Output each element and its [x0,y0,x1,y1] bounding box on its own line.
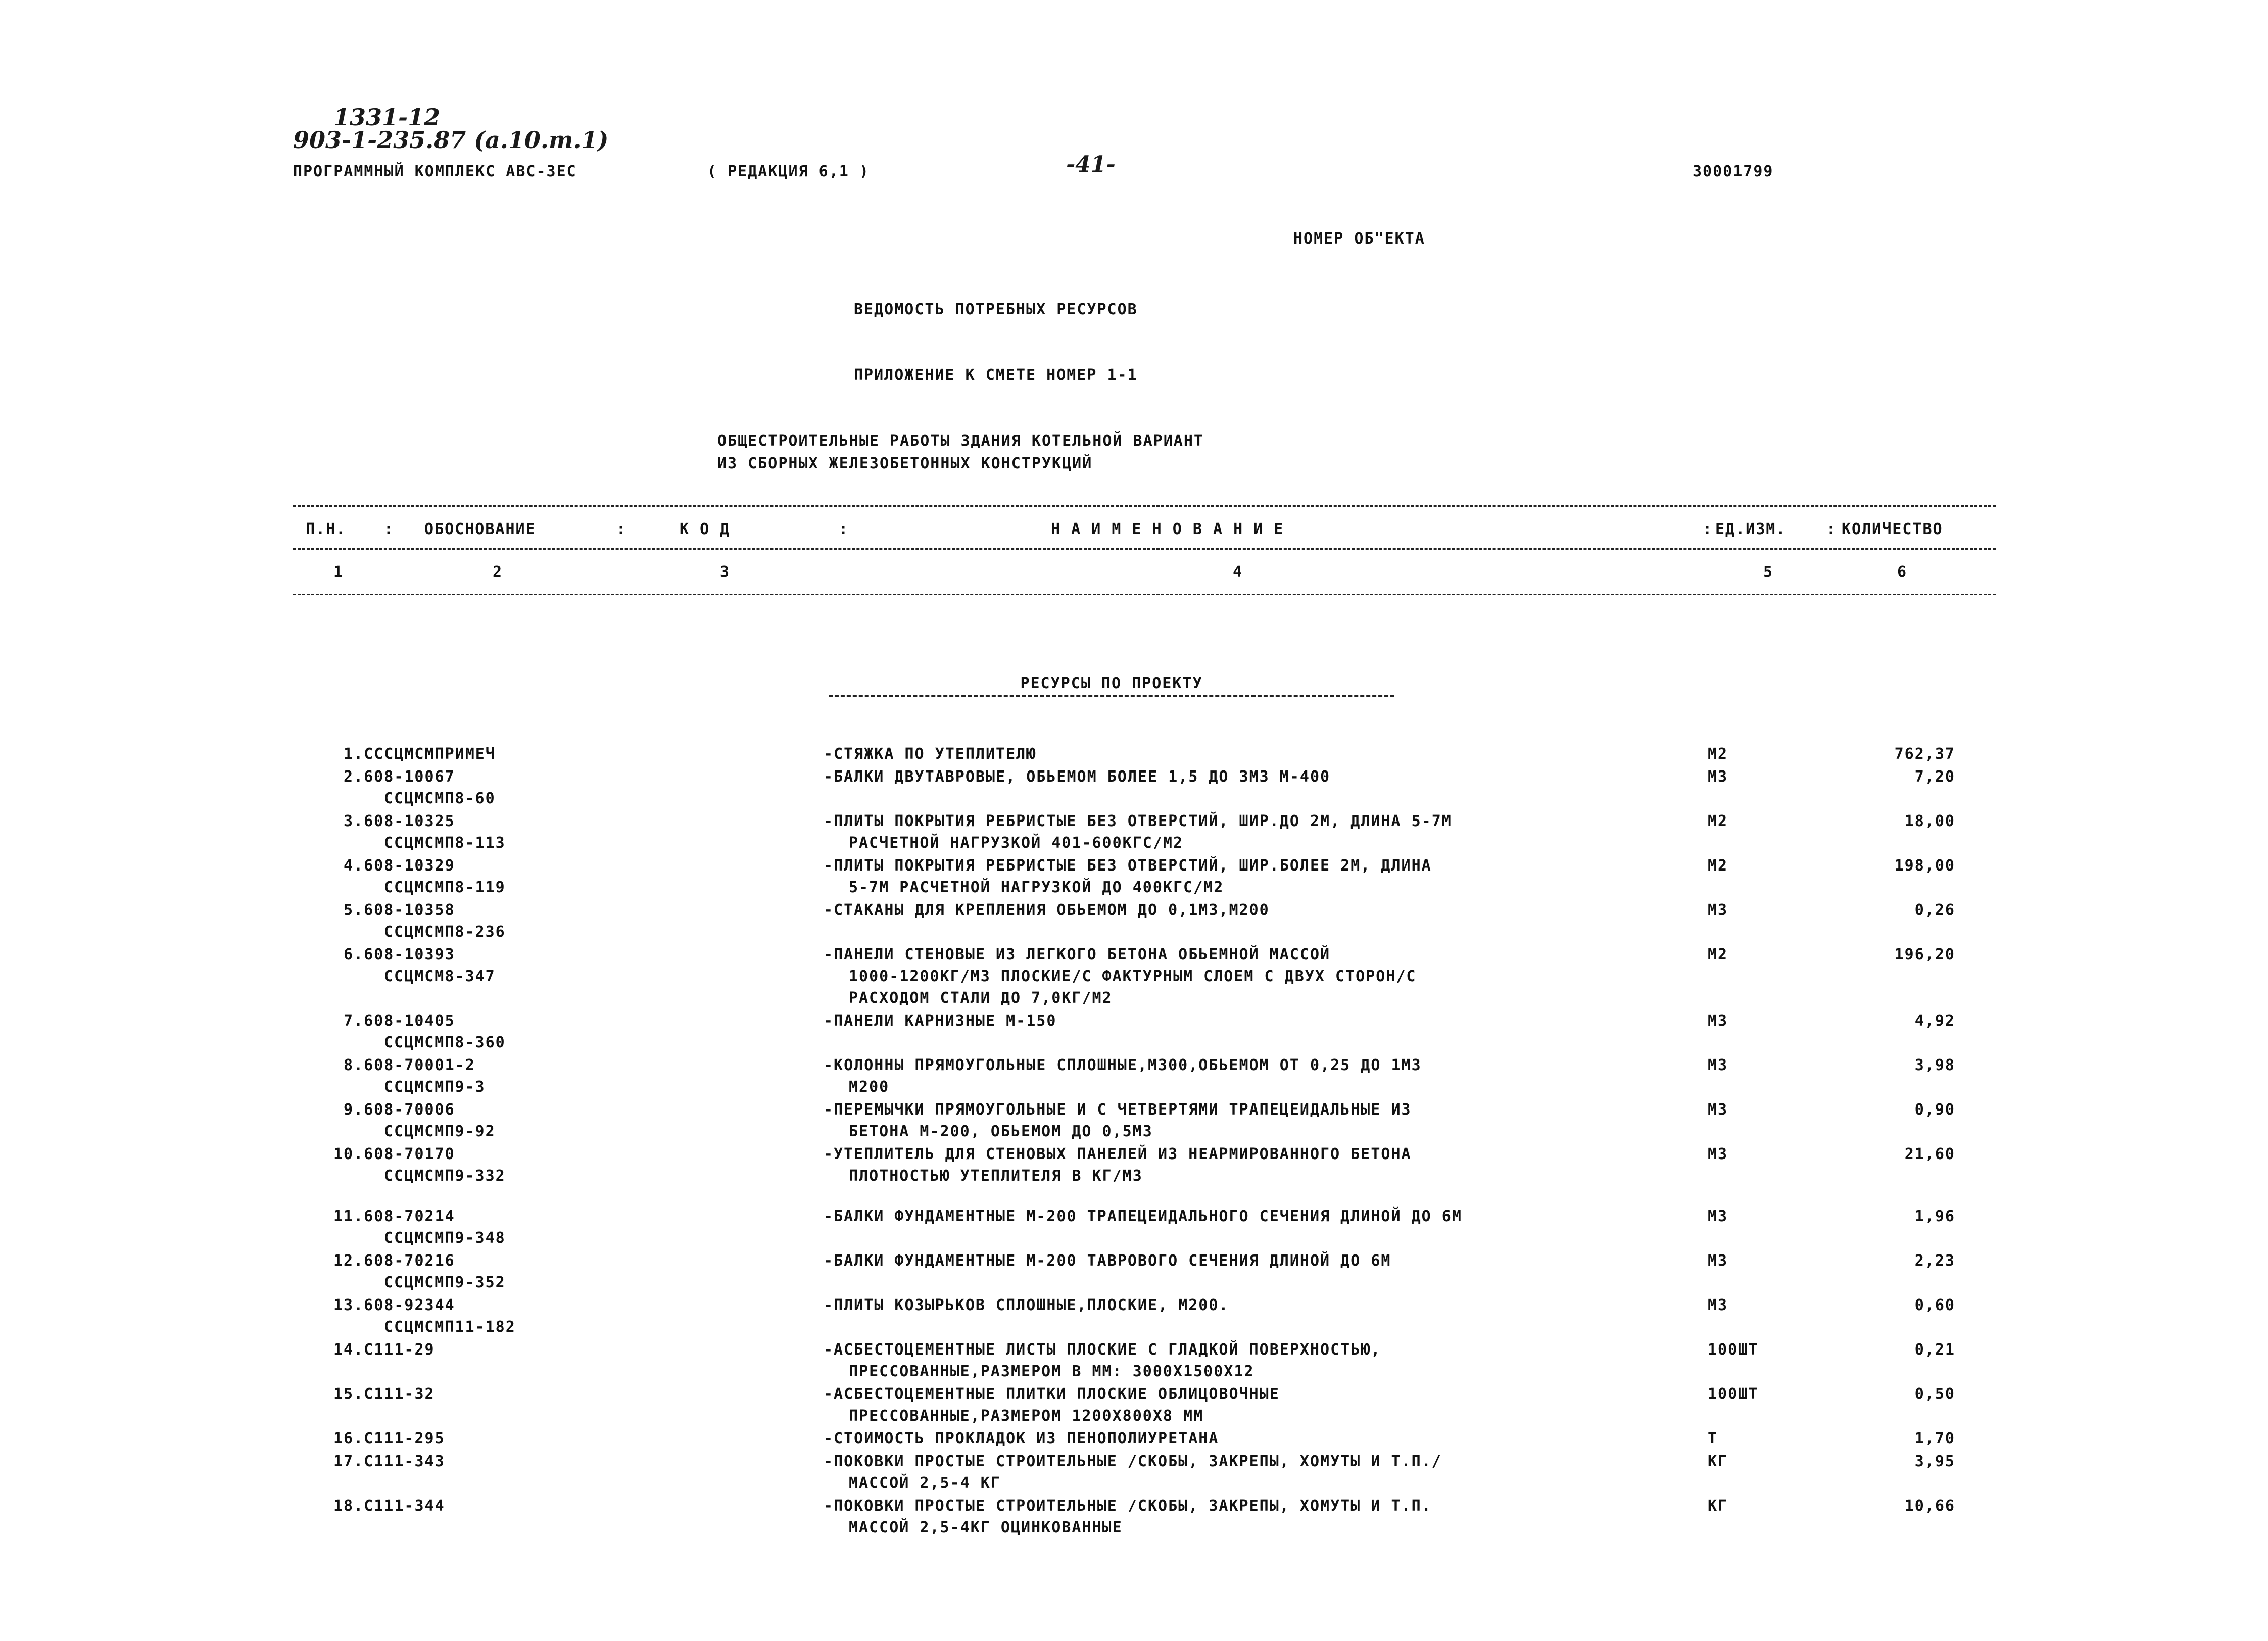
row-code: 2.608-10067 [344,768,455,786]
row-name-continued: ПРЕССОВАННЫЕ,РАЗМЕРОМ В ММ: 3000Х1500Х12 [849,1363,1254,1380]
row-name-continued: 5-7М РАСЧЕТНОЙ НАГРУЗКОЙ ДО 400КГС/М2 [849,879,1224,896]
header-sep: : [1703,520,1713,538]
row-code: 6.608-10393 [344,946,455,963]
row-quantity: 0,21 [1914,1341,1955,1359]
object-number-label: НОМЕР ОБ"ЕКТА [1293,230,1425,248]
row-code: 11.608-70214 [333,1208,455,1225]
header-pn: П.Н. [306,520,347,538]
row-unit: 100ШТ [1708,1341,1759,1359]
row-code: 7.608-10405 [344,1012,455,1030]
row-name: -УТЕПЛИТЕЛЬ ДЛЯ СТЕНОВЫХ ПАНЕЛЕЙ ИЗ НЕАРМИРОВАННОГО БЕТОНА [824,1145,1412,1163]
subtitle-line-2: ИЗ СБОРНЫХ ЖЕЛЕЗОБЕТОННЫХ КОНСТРУКЦИЙ [717,455,1093,472]
row-quantity: 762,37 [1894,745,1955,763]
row-code: 10.608-70170 [333,1145,455,1163]
row-name: -СТЯЖКА ПО УТЕПЛИТЕЛЮ [824,745,1037,763]
row-name: -СТОИМОСТЬ ПРОКЛАДОК ИЗ ПЕНОПОЛИУРЕТАНА [824,1430,1219,1447]
row-unit: М2 [1708,812,1728,830]
column-number-1: 1 [333,563,344,581]
row-name: -СТАКАНЫ ДЛЯ КРЕПЛЕНИЯ ОБЬЕМОМ ДО 0,1М3,М200 [824,901,1270,919]
header-sep: : [839,520,849,538]
table-rule-bottom [293,594,1996,595]
row-code: 9.608-70006 [344,1101,455,1119]
row-quantity: 1,96 [1914,1208,1955,1225]
header-name: Н А И М Е Н О В А Н И Е [1051,520,1284,538]
row-name: -ПЕРЕМЫЧКИ ПРЯМОУГОЛЬНЫЕ И С ЧЕТВЕРТЯМИ ТРАПЕЦЕИДАЛЬНЫЕ ИЗ [824,1101,1412,1119]
header-justification: ОБОСНОВАНИЕ [424,520,536,538]
row-name-continued: ПРЕССОВАННЫЕ,РАЗМЕРОМ 1200Х800Х8 ММ [849,1407,1204,1425]
row-code: 13.608-92344 [333,1296,455,1314]
row-code-secondary: ССЦМСМП9-352 [384,1274,506,1291]
row-code: 8.608-70001-2 [344,1056,475,1074]
row-name-continued-2: РАСХОДОМ СТАЛИ ДО 7,0КГ/М2 [849,989,1113,1007]
row-name: -ПАНЕЛИ КАРНИЗНЫЕ М-150 [824,1012,1057,1030]
column-number-2: 2 [493,563,503,581]
header-sep: : [616,520,627,538]
row-unit: М3 [1708,1056,1728,1074]
row-code: 16.С111-295 [333,1430,445,1447]
row-quantity: 1,70 [1914,1430,1955,1447]
row-quantity: 18,00 [1904,812,1955,830]
table-rule-mid [293,548,1996,550]
row-unit: М2 [1708,745,1728,763]
section-title: РЕСУРСЫ ПО ПРОЕКТУ [829,674,1394,697]
row-quantity: 0,26 [1914,901,1955,919]
handwritten-sheet-number: 1331-12 [333,104,441,131]
row-name: -ПЛИТЫ ПОКРЫТИЯ РЕБРИСТЫЕ БЕЗ ОТВЕРСТИЙ, ШИР.БОЛЕЕ 2М, ДЛИНА [824,857,1432,875]
row-code: 17.С111-343 [333,1453,445,1470]
row-name-continued: М200 [849,1078,890,1096]
row-code: 5.608-10358 [344,901,455,919]
header-quantity: КОЛИЧЕСТВО [1842,520,1943,538]
handwritten-page-number: -41- [1066,152,1116,177]
row-name-continued: МАССОЙ 2,5-4КГ ОЦИНКОВАННЫЕ [849,1519,1123,1536]
row-unit: М3 [1708,901,1728,919]
row-name-continued: БЕТОНА М-200, ОБЬЕМОМ ДО 0,5М3 [849,1123,1153,1140]
row-quantity: 0,60 [1914,1296,1955,1314]
appendix-title: ПРИЛОЖЕНИЕ К СМЕТЕ НОМЕР 1-1 [854,366,1138,384]
row-name: -АСБЕСТОЦЕМЕНТНЫЕ ПЛИТКИ ПЛОСКИЕ ОБЛИЦОВОЧНЫЕ [824,1385,1280,1403]
row-name-continued: 1000-1200КГ/М3 ПЛОСКИЕ/С ФАКТУРНЫМ СЛОЕМ С ДВУХ СТОРОН/С [849,968,1417,985]
row-code-secondary: ССЦМСМП8-119 [384,879,506,896]
row-quantity: 7,20 [1914,768,1955,786]
row-unit: Т [1708,1430,1718,1447]
column-number-5: 5 [1763,563,1774,581]
row-name: -ПОКОВКИ ПРОСТЫЕ СТРОИТЕЛЬНЫЕ /СКОБЫ, ЗАКРЕПЫ, ХОМУТЫ И Т.П. [824,1497,1432,1515]
row-name: -КОЛОННЫ ПРЯМОУГОЛЬНЫЕ СПЛОШНЫЕ,М300,ОБЬЕМОМ ОТ 0,25 ДО 1М3 [824,1056,1422,1074]
row-code-secondary: ССЦМСМП9-332 [384,1167,506,1185]
row-quantity: 21,60 [1904,1145,1955,1163]
row-code: 12.608-70216 [333,1252,455,1270]
row-code-secondary: ССЦМСМП8-360 [384,1034,506,1051]
row-code-secondary: ССЦМСМ8-347 [384,968,496,985]
row-code: 14.С111-29 [333,1341,435,1359]
header-sep: : [384,520,395,538]
header-unit: ЕД.ИЗМ. [1715,520,1787,538]
row-quantity: 198,00 [1894,857,1955,875]
row-code: 3.608-10325 [344,812,455,830]
row-unit: М3 [1708,1101,1728,1119]
row-code-secondary: ССЦМСМП8-236 [384,923,506,941]
row-name: -АСБЕСТОЦЕМЕНТНЫЕ ЛИСТЫ ПЛОСКИЕ С ГЛАДКОЙ ПОВЕРХНОСТЬЮ, [824,1341,1381,1359]
row-name: -ПОКОВКИ ПРОСТЫЕ СТРОИТЕЛЬНЫЕ /СКОБЫ, ЗАКРЕПЫ, ХОМУТЫ И Т.П./ [824,1453,1442,1470]
row-code-secondary: ССЦМСМП11-182 [384,1318,516,1336]
row-name-continued: МАССОЙ 2,5-4 КГ [849,1474,1001,1492]
row-unit: М3 [1708,1145,1728,1163]
row-unit: 100ШТ [1708,1385,1759,1403]
header-sep: : [1826,520,1837,538]
program-edition: ( РЕДАКЦИЯ 6,1 ) [707,163,870,180]
table-rule-top [293,505,1996,507]
row-unit: М3 [1708,1012,1728,1030]
row-quantity: 0,50 [1914,1385,1955,1403]
column-number-6: 6 [1897,563,1908,581]
row-unit: М2 [1708,857,1728,875]
column-number-3: 3 [720,563,731,581]
row-unit: КГ [1708,1453,1728,1470]
row-code: 1.СССЦМСМПРИМЕЧ [344,745,496,763]
row-quantity: 2,23 [1914,1252,1955,1270]
document-title: ВЕДОМОСТЬ ПОТРЕБНЫХ РЕСУРСОВ [854,301,1138,318]
row-unit: КГ [1708,1497,1728,1515]
row-name-continued: РАСЧЕТНОЙ НАГРУЗКОЙ 401-600КГС/М2 [849,834,1184,852]
row-quantity: 3,95 [1914,1453,1955,1470]
row-code-secondary: ССЦМСМП9-3 [384,1078,486,1096]
row-code-secondary: ССЦМСМП8-113 [384,834,506,852]
row-unit: М2 [1708,946,1728,963]
column-number-4: 4 [1233,563,1243,581]
row-code-secondary: ССЦМСМП9-92 [384,1123,496,1140]
row-name: -БАЛКИ ДВУТАВРОВЫЕ, ОБЬЕМОМ БОЛЕЕ 1,5 ДО 3М3 М-400 [824,768,1331,786]
row-name-continued: ПЛОТНОСТЬЮ УТЕПЛИТЕЛЯ В КГ/М3 [849,1167,1143,1185]
row-unit: М3 [1708,1252,1728,1270]
document-number: 30001799 [1693,163,1774,180]
row-quantity: 0,90 [1914,1101,1955,1119]
row-name: -БАЛКИ ФУНДАМЕНТНЫЕ М-200 ТРАПЕЦЕИДАЛЬНОГО СЕЧЕНИЯ ДЛИНОЙ ДО 6М [824,1208,1462,1225]
subtitle-line-1: ОБЩЕСТРОИТЕЛЬНЫЕ РАБОТЫ ЗДАНИЯ КОТЕЛЬНОЙ ВАРИАНТ [717,432,1204,450]
row-unit: М3 [1708,768,1728,786]
row-code: 15.С111-32 [333,1385,435,1403]
row-quantity: 10,66 [1904,1497,1955,1515]
program-name: ПРОГРАММНЫЙ КОМПЛЕКС АВС-3ЕС [293,163,577,180]
row-quantity: 3,98 [1914,1056,1955,1074]
row-name: -БАЛКИ ФУНДАМЕНТНЫЕ М-200 ТАВРОВОГО СЕЧЕНИЯ ДЛИНОЙ ДО 6М [824,1252,1391,1270]
row-name: -ПЛИТЫ ПОКРЫТИЯ РЕБРИСТЫЕ БЕЗ ОТВЕРСТИЙ, ШИР.ДО 2М, ДЛИНА 5-7М [824,812,1452,830]
row-code-secondary: ССЦМСМП9-348 [384,1229,506,1247]
header-code: К О Д [680,520,731,538]
row-name: -ПАНЕЛИ СТЕНОВЫЕ ИЗ ЛЕГКОГО БЕТОНА ОБЬЕМНОЙ МАССОЙ [824,946,1331,963]
row-unit: М3 [1708,1208,1728,1225]
row-unit: М3 [1708,1296,1728,1314]
row-quantity: 4,92 [1914,1012,1955,1030]
handwritten-project-code: 903-1-235.87 (а.10.т.1) [293,126,609,154]
row-code: 18.С111-344 [333,1497,445,1515]
row-quantity: 196,20 [1894,946,1955,963]
row-code-secondary: ССЦМСМП8-60 [384,790,496,807]
row-code: 4.608-10329 [344,857,455,875]
row-name: -ПЛИТЫ КОЗЫРЬКОВ СПЛОШНЫЕ,ПЛОСКИЕ, М200. [824,1296,1229,1314]
